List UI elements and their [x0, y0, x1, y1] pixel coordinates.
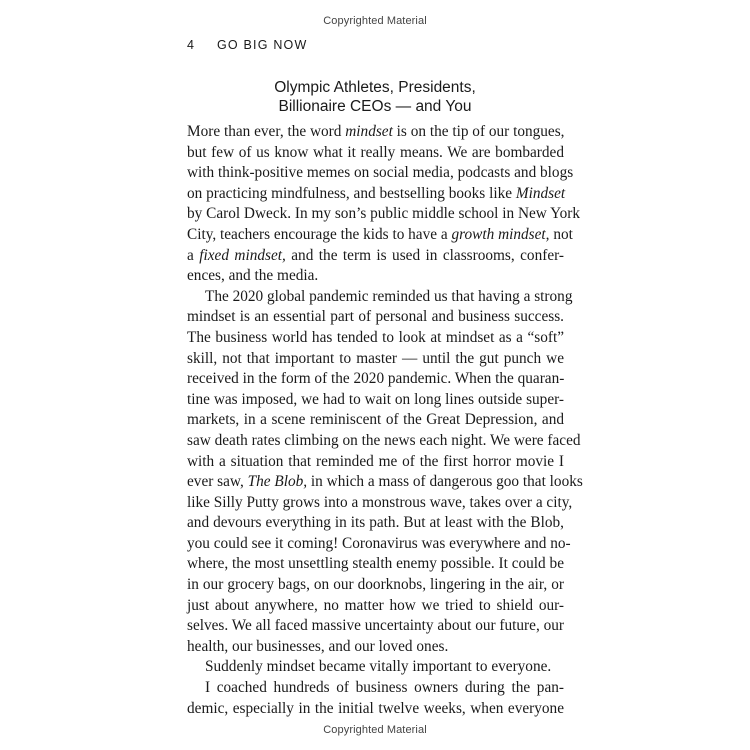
text-line: in our grocery bags, on our doorknobs, lingering in the air, or	[187, 576, 564, 594]
body-text	[187, 122, 583, 719]
book-title: GO BIG NOW	[217, 38, 308, 52]
running-head	[187, 38, 307, 52]
text-line: health, our businesses, and our loved ones.	[187, 637, 449, 655]
text-line	[187, 184, 564, 205]
text-line: markets, in a scene reminiscent of the Great Depression, and	[187, 411, 564, 429]
italic-term: fixed mindset,	[199, 246, 286, 264]
text-line: received in the form of the 2020 pandemic. When the quaran-	[187, 370, 565, 388]
text-line	[187, 472, 583, 493]
text-line: like Silly Putty grows into a monstrous wave, takes over a city,	[187, 493, 573, 511]
text-line: demic, especially in the initial twelve weeks, when everyone	[187, 699, 564, 717]
text-line: skill, not that important to master — until the gut punch we	[187, 349, 564, 367]
text-line: The business world has tended to look at mindset as a “soft”	[187, 328, 564, 346]
text-line: mindset is an essential part of personal and business success.	[187, 308, 564, 326]
text-run: and the term is used in classrooms, confer-	[285, 246, 564, 264]
text-line: with think-positive memes on social media, podcasts and blogs	[187, 164, 574, 182]
page-number: 4	[187, 38, 196, 52]
copyright-watermark-top: Copyrighted Material	[323, 15, 427, 27]
text-line: just about anywhere, no matter how we tried to shield our-	[187, 596, 564, 614]
paragraph-1	[187, 122, 581, 287]
paragraph-4	[187, 678, 564, 719]
text-run: ever saw,	[187, 473, 248, 491]
text-run: on practicing mindfulness, and bestselling books like	[187, 184, 516, 202]
italic-term: mindset	[345, 123, 393, 140]
text-run: More than ever, the word	[187, 123, 346, 140]
text-run: is on the tip of our tongues,	[392, 123, 565, 140]
paragraph-2	[187, 287, 583, 658]
text-line: Suddenly mindset became vitally important to everyone.	[205, 658, 552, 676]
italic-title: Mindset	[515, 184, 566, 202]
paragraph-3	[187, 657, 564, 678]
text-line	[187, 225, 573, 246]
text-run: in which a mass of dangerous goo that looks	[307, 473, 583, 491]
italic-term: growth mindset,	[451, 225, 550, 243]
text-line: saw death rates climbing on the news each night. We were faced	[187, 431, 581, 449]
text-line	[187, 122, 564, 143]
text-line: you could see it coming! Coronavirus was everywhere and no-	[187, 534, 571, 552]
text-line: tine was imposed, we had to wait on long lines outside super-	[187, 390, 564, 408]
text-line: selves. We all faced massive uncertainty about our future, our	[187, 617, 564, 635]
section-title-line-2: Billionaire CEOs — and You	[278, 98, 472, 115]
section-title-line-1: Olympic Athletes, Presidents,	[274, 79, 476, 96]
text-run: City, teachers encourage the kids to have a	[187, 225, 452, 243]
text-line: and devours everything in its path. But at least with the Blob,	[187, 514, 564, 532]
text-line: ences, and the media.	[187, 267, 319, 285]
text-line	[187, 246, 564, 267]
text-line: The 2020 global pandemic reminded us that having a strong	[205, 287, 573, 305]
section-title	[187, 78, 563, 116]
text-line: with a situation that reminded me of the first horror movie I	[187, 452, 564, 470]
text-line: by Carol Dweck. In my son’s public middle school in New York	[187, 205, 581, 223]
copyright-watermark-bottom: Copyrighted Material	[323, 724, 427, 736]
text-line: I coached hundreds of business owners during the pan-	[205, 679, 564, 697]
text-run: a	[187, 246, 200, 264]
italic-title: The Blob,	[247, 473, 308, 491]
text-run: not	[549, 225, 573, 243]
text-line: where, the most unsettling stealth enemy possible. It could be	[187, 555, 564, 573]
text-line: but few of us know what it really means. We are bombarded	[187, 143, 564, 161]
